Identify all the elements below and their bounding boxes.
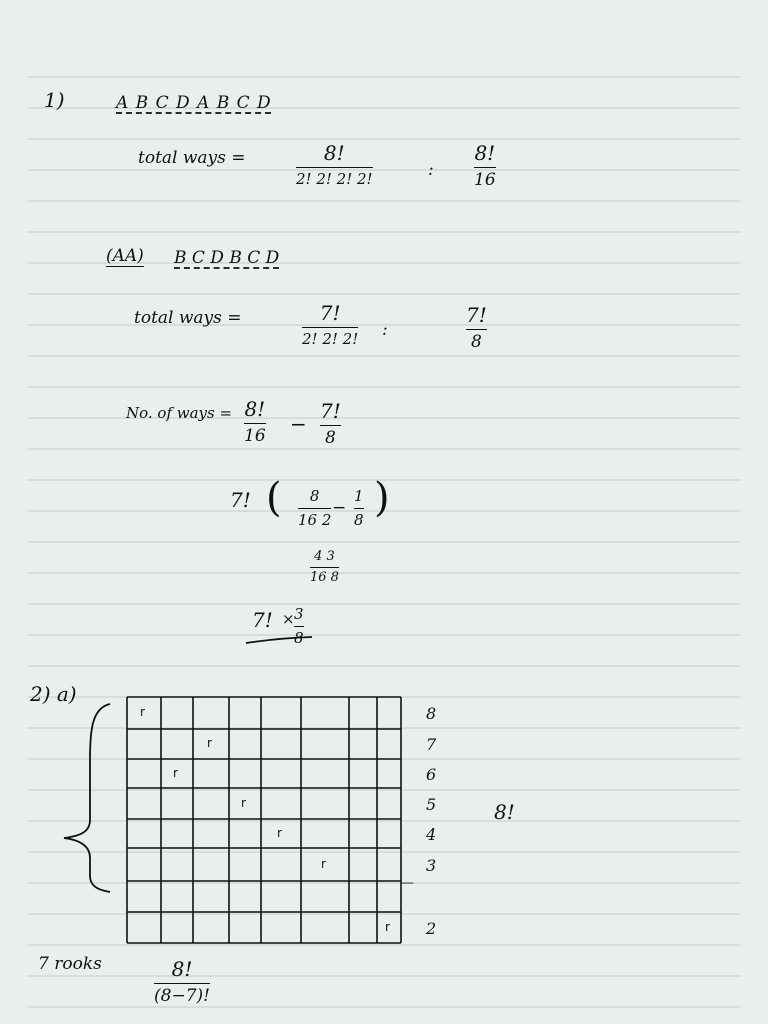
- fraction-bar: [302, 327, 358, 328]
- fraction-bar: [294, 626, 304, 627]
- row-number: 5: [426, 794, 437, 814]
- fraction-bar: [354, 508, 364, 509]
- fraction-bar: [466, 329, 487, 330]
- close-paren: ): [374, 475, 390, 521]
- chess-board: [126, 696, 402, 944]
- rook-mark: r: [277, 825, 282, 840]
- total-ways-denominator: 2! 2! 2! 2!: [296, 170, 373, 188]
- row-number: 6: [426, 764, 437, 784]
- factor-first-numerator: 8: [309, 487, 320, 505]
- rook-mark: r: [140, 705, 145, 719]
- ways-first-fraction: [244, 398, 266, 446]
- factor-second-denominator: 8: [354, 510, 364, 529]
- problem-2-label: 2) a): [30, 682, 77, 706]
- factor-lead: 7!: [230, 488, 251, 512]
- problem-1-letters: A B C D A B C D: [116, 93, 272, 113]
- simplified-numerator: 8!: [474, 141, 496, 165]
- fraction-bar: [320, 425, 341, 426]
- factor-second-fraction: [354, 488, 364, 528]
- factor-second-numerator: 1: [354, 487, 364, 505]
- equals-sign: :: [428, 160, 434, 180]
- minus-sign: −: [290, 412, 307, 436]
- answer-denominator: 8: [294, 628, 304, 647]
- answer-underline: [244, 634, 316, 646]
- row-number: 8: [426, 704, 437, 723]
- total-ways-2-label: total ways =: [134, 308, 242, 328]
- grouped-rest: B C D B C D: [174, 248, 280, 268]
- factor-first-denominator: 16 2: [298, 510, 332, 529]
- no-of-ways-label: No. of ways =: [126, 404, 233, 422]
- rooks-denominator: (8−7)!: [154, 986, 210, 1006]
- ways-second-fraction: [320, 400, 341, 448]
- row-number: 3: [426, 855, 437, 875]
- ways-second-denominator: 8: [324, 428, 336, 448]
- step-denominator: 16 8: [310, 570, 339, 586]
- fraction-bar: [298, 508, 331, 509]
- fraction-bar: [154, 983, 210, 984]
- ways-first-denominator: 16: [244, 426, 266, 446]
- fraction-bar: [296, 167, 373, 168]
- fraction-bar: [474, 167, 496, 168]
- ways-first-numerator: 8!: [244, 397, 266, 421]
- answer-lead: 7!: [252, 608, 273, 632]
- factor-first-fraction: [298, 488, 331, 528]
- simplified-2-denominator: 8: [470, 332, 482, 352]
- grouped-aa: (AA): [106, 246, 144, 266]
- fraction-bar: [310, 567, 339, 568]
- rooks-fraction: [154, 958, 210, 1006]
- simplified-2-numerator: 7!: [466, 303, 487, 327]
- answer-numerator: 3: [294, 605, 304, 623]
- seven-rooks-label: 7 rooks: [38, 954, 102, 974]
- rooks-numerator: 8!: [171, 957, 193, 981]
- open-paren: (: [266, 475, 282, 521]
- total-ways-2-simplified: [466, 304, 487, 352]
- total-ways-2-fraction: [302, 302, 358, 348]
- row-number: 4: [426, 824, 437, 844]
- problem-1-number: 1): [44, 88, 65, 112]
- step-numerator: 4 3: [314, 549, 335, 564]
- rook-mark: r: [173, 765, 178, 780]
- total-ways-2-denominator: 2! 2! 2!: [302, 330, 359, 348]
- fraction-bar: [244, 423, 266, 424]
- simplified-denominator: 16: [474, 170, 496, 190]
- total-ways-numerator: 8!: [323, 141, 345, 165]
- row-number: 7: [426, 735, 437, 754]
- row-number: 2: [426, 918, 437, 938]
- rook-mark: r: [241, 795, 246, 810]
- total-ways-2-numerator: 7!: [319, 301, 341, 325]
- rook-mark: r: [385, 919, 390, 934]
- result-8-factorial: 8!: [494, 800, 515, 824]
- rook-mark: r: [207, 736, 212, 750]
- total-ways-simplified: [474, 142, 496, 190]
- equals-sign-2: :: [382, 320, 388, 340]
- total-ways-fraction: [296, 142, 373, 188]
- rook-mark: r: [321, 856, 326, 871]
- left-brace: [54, 700, 114, 896]
- answer-times: ×: [282, 610, 295, 628]
- row-dash: —: [400, 875, 414, 891]
- factor-minus: −: [332, 498, 347, 518]
- ways-second-numerator: 7!: [320, 399, 341, 423]
- step-fraction: [310, 550, 339, 586]
- total-ways-label: total ways =: [138, 148, 246, 168]
